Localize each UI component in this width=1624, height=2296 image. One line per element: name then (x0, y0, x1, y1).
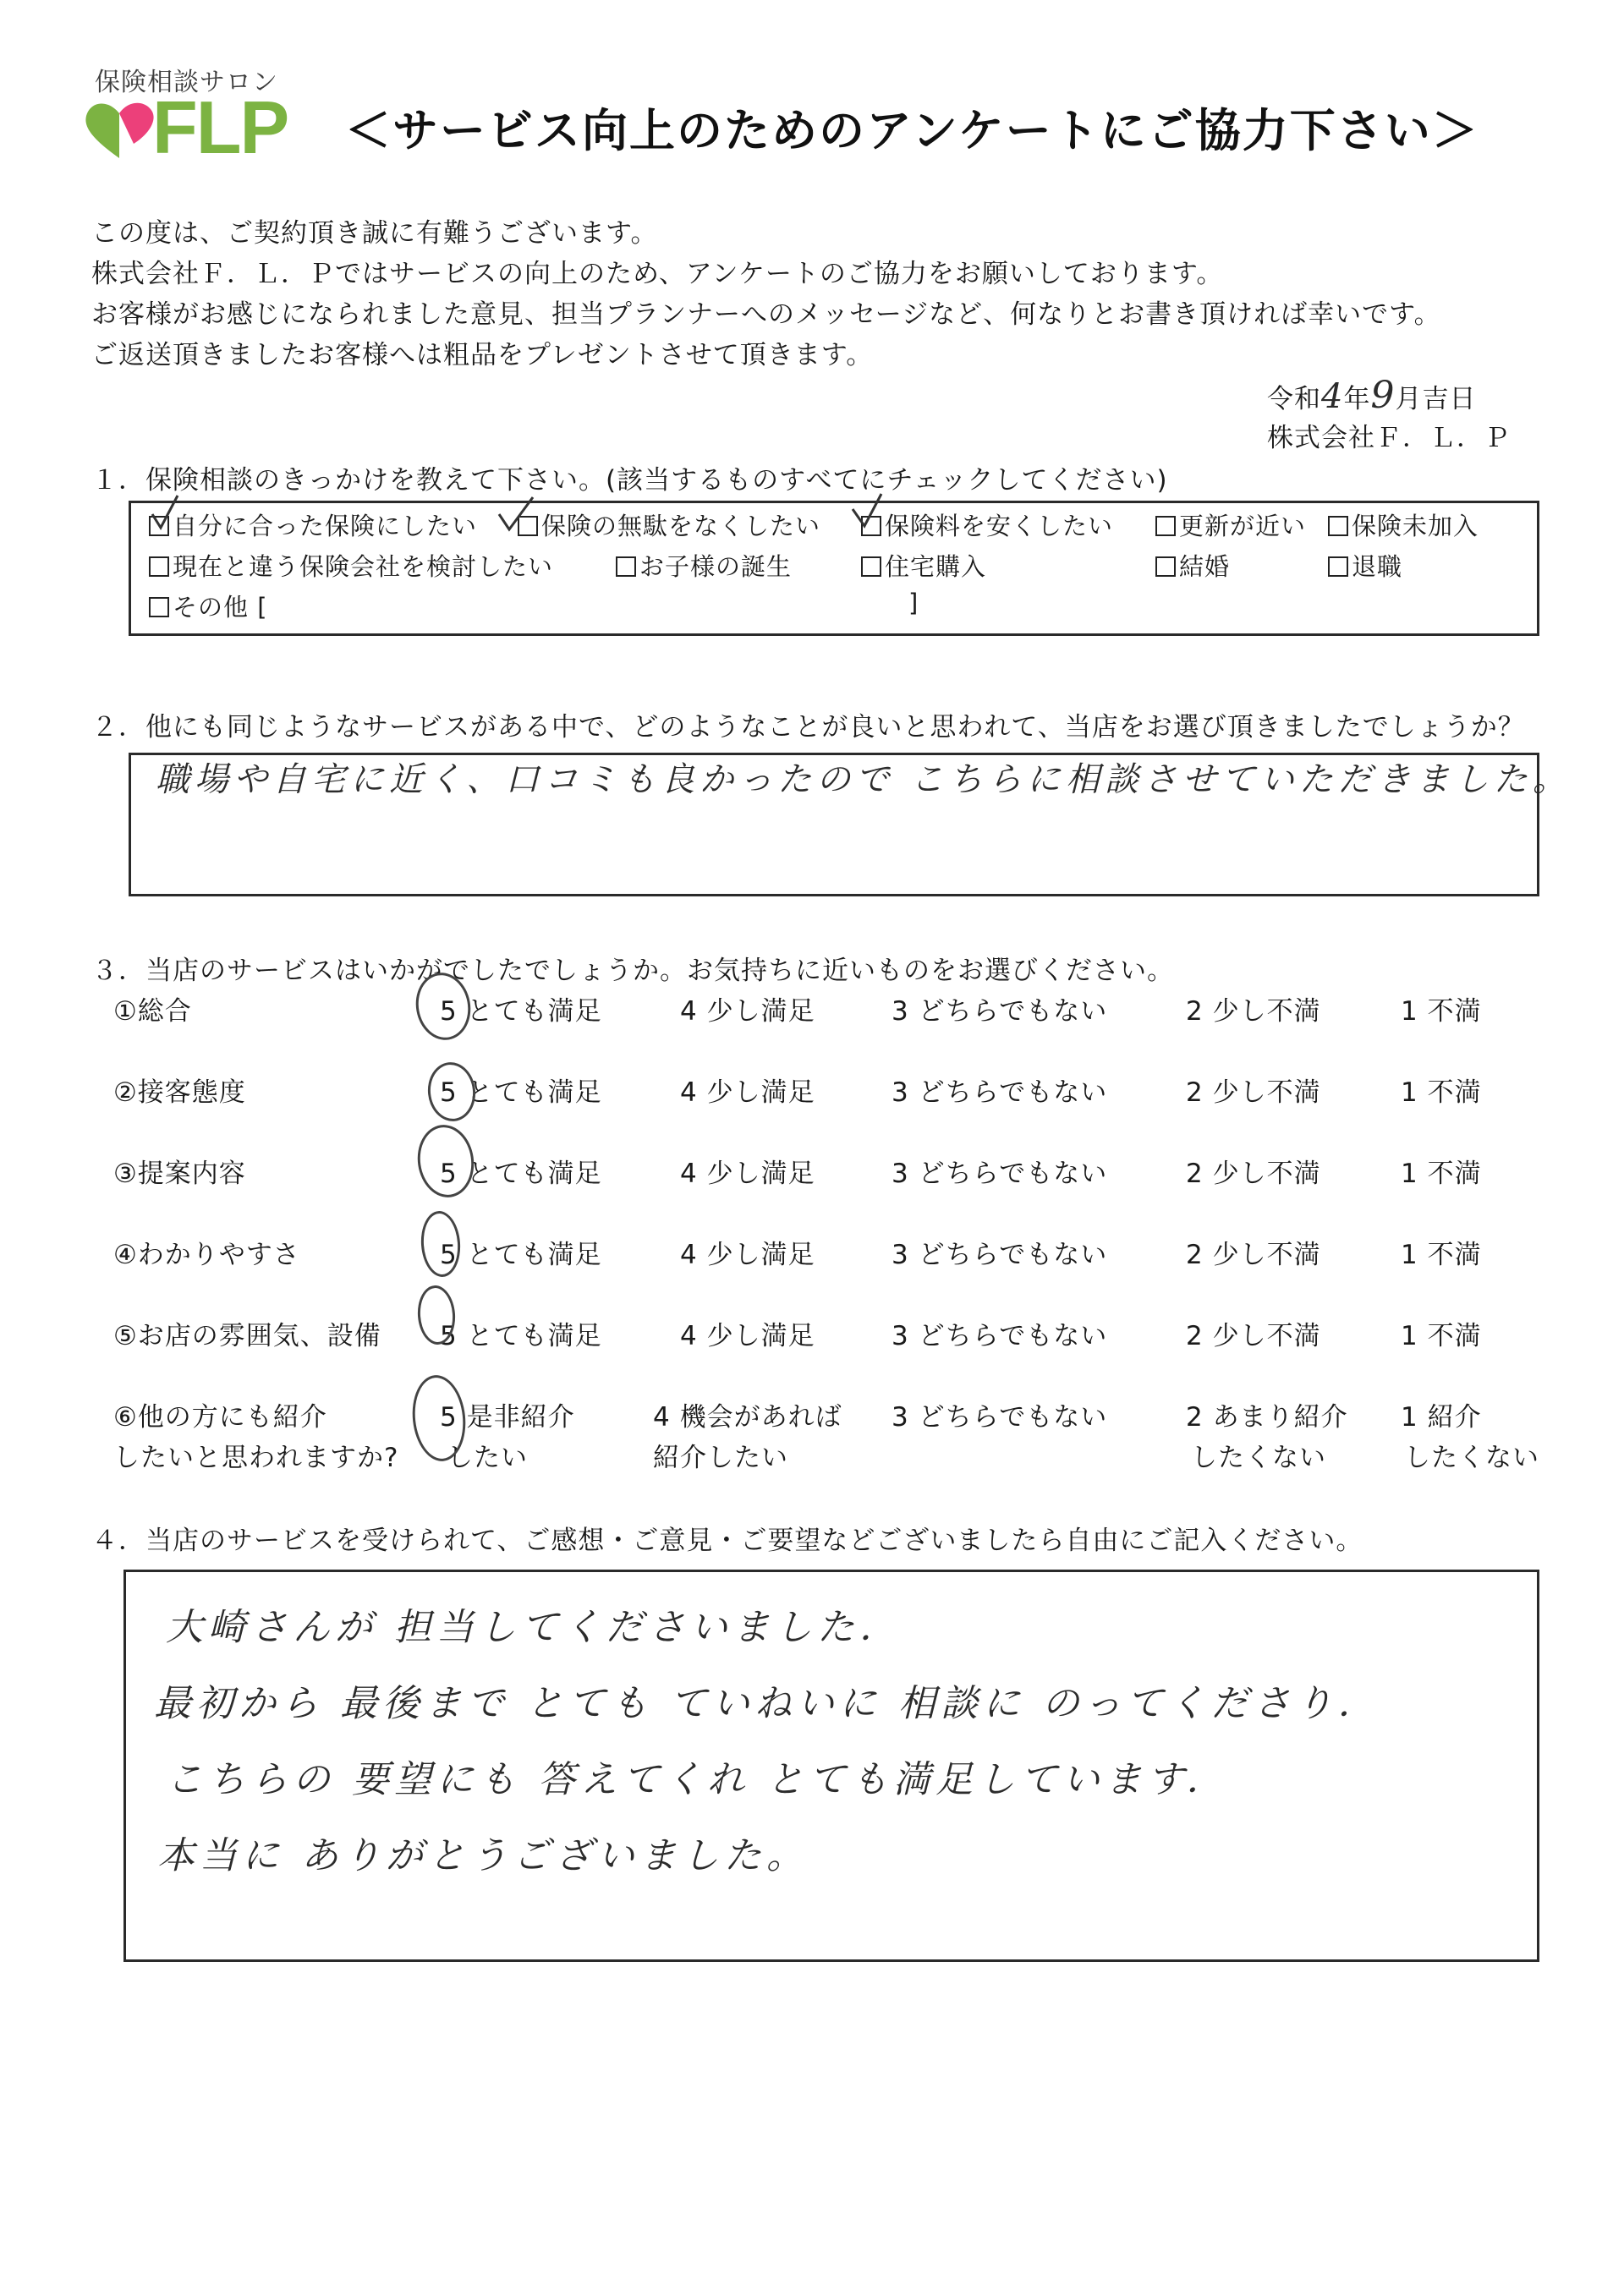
q3-scale-col-3 (892, 989, 1107, 1395)
q1-option-5[interactable]: 保険未加入 (1328, 507, 1479, 542)
rating-option-2[interactable]: 2 少し不満 (1186, 1321, 1321, 1351)
referral-option-5[interactable]: 5 是非紹介 (440, 1402, 575, 1433)
rating-option-1[interactable]: 1 不満 (1401, 1077, 1482, 1108)
q1-other-close: ] (908, 589, 919, 617)
q4-question: ４．当店のサービスを受けられて、ご感想・ご意見・ご要望などございましたら自由にご記入ください。 (91, 1526, 1363, 1556)
rating-option-5[interactable]: 5 とても満足 (440, 996, 602, 1027)
q1-option-6[interactable]: 現在と違う保険会社を検討したい (149, 548, 553, 583)
page-title: ＜サービス向上のためのアンケートにご協力下さい＞ (345, 104, 1479, 157)
intro-line-3: お客様がお感じになられました意見、担当プランナーへのメッセージなど、何なりとお書き頂ければ幸いです。 (91, 299, 1441, 330)
rating-option-2[interactable]: 2 少し不満 (1186, 996, 1321, 1027)
rating-option-5[interactable]: 5 とても満足 (440, 1321, 602, 1351)
q4-answer-line-4: 本当に ありがとうございました。 (157, 1834, 809, 1877)
rating-option-1[interactable]: 1 不満 (1401, 996, 1482, 1027)
date-year-suffix: 年 (1343, 384, 1371, 414)
rating-option-5[interactable]: 5 とても満足 (440, 1077, 602, 1108)
referral-option-4[interactable]: 4 機会があれば (653, 1402, 842, 1433)
date-month: 9 (1370, 374, 1396, 417)
checkbox-icon[interactable] (1328, 556, 1348, 577)
referral-option-2[interactable]: 2 あまり紹介 (1186, 1402, 1348, 1433)
rating-option-4[interactable]: 4 少し満足 (680, 1321, 815, 1351)
q3-question: ３．当店のサービスはいかがでしたでしょうか。お気持ちに近いものをお選びください。 (91, 956, 1174, 986)
date-year: 4 (1321, 377, 1344, 416)
checkmark-icons (127, 489, 973, 540)
rating-option-1[interactable]: 1 不満 (1401, 1159, 1482, 1189)
checkbox-icon[interactable] (616, 556, 636, 577)
rating-option-5[interactable]: 5 とても満足 (440, 1240, 602, 1270)
rating-option-3[interactable]: 3 どちらでもない (892, 1321, 1108, 1351)
q1-option-9[interactable]: 結婚 (1155, 548, 1230, 583)
q3-item-4: ④わかりやすさ (113, 1240, 300, 1270)
referral-option-5-line-2: したい (447, 1443, 528, 1473)
q1-option-7[interactable]: お子様の誕生 (616, 548, 792, 583)
referral-option-1[interactable]: 1 紹介 (1401, 1402, 1482, 1433)
q2-answer: 職場や自宅に近く、口コミも良かったので こちらに相談させていただきました。 (156, 760, 1572, 799)
rating-option-4[interactable]: 4 少し満足 (680, 1077, 815, 1108)
rating-option-2[interactable]: 2 少し不満 (1186, 1240, 1321, 1270)
q3-scale-col-1 (1401, 989, 1482, 1395)
rating-option-2[interactable]: 2 少し不満 (1186, 1159, 1321, 1189)
q4-answer-line-1: 大崎さんが 担当してくださいました． (166, 1606, 902, 1649)
q1-option-4[interactable]: 更新が近い (1155, 507, 1306, 542)
rating-option-3[interactable]: 3 どちらでもない (892, 1077, 1108, 1108)
q1-option-10[interactable]: 退職 (1328, 548, 1402, 583)
referral-option-4-line-2: 紹介したい (653, 1443, 788, 1473)
rating-option-1[interactable]: 1 不満 (1401, 1240, 1482, 1270)
date-company: 株式会社Ｆ．Ｌ．Ｐ (1267, 423, 1511, 453)
q3-scale-col-2 (1186, 989, 1321, 1395)
intro-line-1: この度は、ご契約頂き誠に有難うございます。 (91, 218, 658, 249)
referral-option-3[interactable]: 3 どちらでもない (892, 1402, 1108, 1433)
rating-option-3[interactable]: 3 どちらでもない (892, 996, 1108, 1027)
rating-option-3[interactable]: 3 どちらでもない (892, 1159, 1108, 1189)
rating-option-4[interactable]: 4 少し満足 (680, 996, 815, 1027)
rating-option-4[interactable]: 4 少し満足 (680, 1240, 815, 1270)
intro-line-2: 株式会社Ｆ．Ｌ．Ｐではサービスの向上のため、アンケートのご協力をお願いしております。 (91, 259, 1224, 289)
q1-option-11[interactable]: その他 [ (149, 589, 268, 623)
q1-option-1[interactable]: 自分に合った保険にしたい (149, 507, 477, 542)
q2-question: ２．他にも同じようなサービスがある中で、どのようなことが良いと思われて、当店をお選び頂きましたでしょうか？ (91, 712, 1525, 743)
checkbox-icon[interactable] (149, 556, 169, 577)
logo-tagline: 保険相談サロン (95, 68, 278, 97)
checkbox-icon[interactable] (861, 556, 881, 577)
date-line (1267, 374, 1476, 417)
q3-item-5: ⑤お店の雰囲気、設備 (113, 1321, 381, 1351)
heart-logo-icon (81, 95, 157, 162)
logo-name: FLP (152, 85, 288, 169)
q3-item-3: ③提案内容 (113, 1159, 246, 1189)
rating-option-5[interactable]: 5 とても満足 (440, 1159, 602, 1189)
q4-answer-line-2: 最初から 最後まで とても ていねいに 相談に のってくださり． (154, 1682, 1380, 1725)
checkbox-icon[interactable] (1155, 516, 1176, 536)
date-prefix: 令和 (1267, 384, 1321, 414)
checkbox-icon[interactable] (1328, 516, 1348, 536)
q1-question: １．保険相談のきっかけを教えて下さい。(該当するものすべてにチェックしてください) (91, 465, 1168, 496)
q3-scale-col-5 (440, 989, 602, 1395)
q3-item-6-line-1: ⑥他の方にも紹介 (113, 1402, 327, 1433)
q1-option-3[interactable]: 保険料を安くしたい (861, 507, 1113, 542)
checkbox-icon[interactable] (1155, 556, 1176, 577)
checkbox-icon[interactable] (149, 597, 169, 617)
referral-option-2-line-2: したくない (1191, 1443, 1326, 1473)
rating-option-1[interactable]: 1 不満 (1401, 1321, 1482, 1351)
q1-option-2[interactable]: 保険の無駄をなくしたい (518, 507, 820, 542)
rating-option-2[interactable]: 2 少し不満 (1186, 1077, 1321, 1108)
intro-line-4: ご返送頂きましたお客様へは粗品をプレゼントさせて頂きます。 (91, 340, 874, 370)
q3-item-2: ②接客態度 (113, 1077, 246, 1108)
q3-scale-col-4 (680, 989, 815, 1395)
rating-option-3[interactable]: 3 どちらでもない (892, 1240, 1108, 1270)
q3-item-6-line-2: したいと思われますか? (113, 1443, 399, 1473)
q1-option-8[interactable]: 住宅購入 (861, 548, 986, 583)
q3-item-1: ①総合 (113, 996, 192, 1027)
rating-option-4[interactable]: 4 少し満足 (680, 1159, 815, 1189)
referral-option-1-line-2: したくない (1404, 1443, 1539, 1473)
q4-answer-line-3: こちらの 要望にも 答えてくれ とても満足しています． (166, 1758, 1229, 1801)
date-month-suffix: 月吉日 (1395, 384, 1477, 414)
